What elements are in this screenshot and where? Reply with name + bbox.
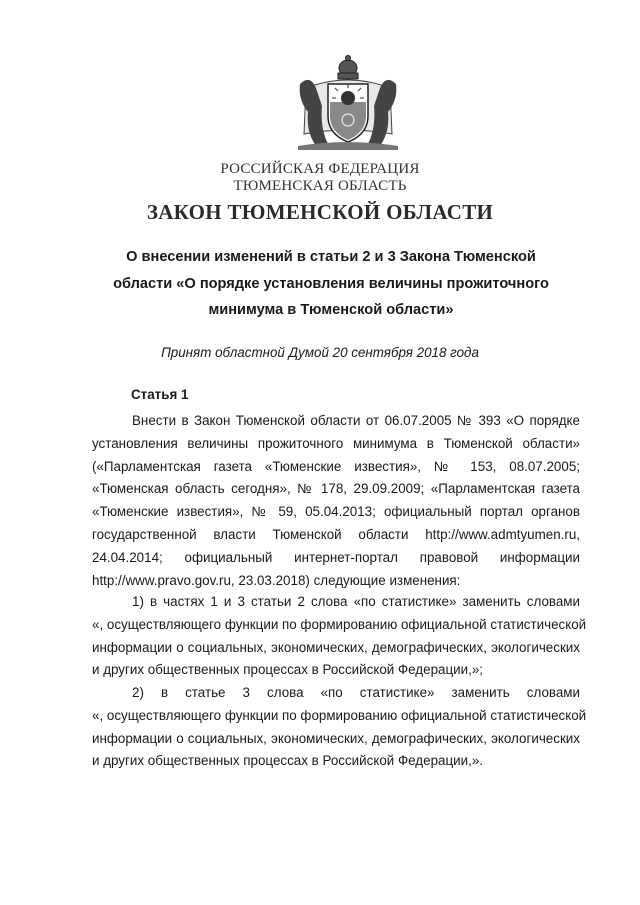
paragraph-line: 24.04.2014; официальный интернет-портал правовой информации bbox=[92, 549, 580, 565]
adoption-note: Принят областной Думой 20 сентября 2018 года bbox=[161, 345, 479, 360]
paragraph-line: 1) в частях 1 и 3 статьи 2 слова «по статистике» заменить словами bbox=[132, 594, 580, 609]
subject-line: минимума в Тюменской области» bbox=[208, 302, 454, 318]
paragraph-line: и других общественных процессах в Российской Федерации,»; bbox=[92, 662, 483, 678]
law-title: ЗАКОН ТЮМЕНСКОЙ ОБЛАСТИ bbox=[146, 200, 494, 224]
paragraph-line: («Парламентская газета «Тюменские известия», № 153, 08.07.2005; bbox=[92, 458, 580, 474]
crown-icon bbox=[338, 56, 358, 80]
article-intro-paragraph bbox=[92, 410, 580, 592]
paragraph-line: информации о социальных, экономических, демографических, экологических bbox=[92, 639, 580, 655]
paragraph-line: информации о социальных, экономических, демографических, экологических bbox=[92, 730, 580, 746]
paragraph-line: «, осуществляющего функции по формированию официальной статистической bbox=[92, 616, 587, 632]
paragraph-line: 2) в статье 3 слова «по статистике» заменить словами bbox=[132, 685, 580, 700]
subject-line: области «О порядке установления величины прожиточного bbox=[113, 275, 549, 292]
paragraph-line: «Тюменские известия», № 59, 05.04.2013; официальный портал органов bbox=[92, 504, 580, 520]
article-heading: Статья 1 bbox=[131, 387, 189, 402]
amendment-item-2 bbox=[92, 682, 587, 773]
paragraph-line: «Тюменская область сегодня», № 178, 29.09.2009; «Парламентская газета bbox=[92, 481, 580, 497]
paragraph-line: Внести в Закон Тюменской области от 06.07.2005 № 393 «О порядке bbox=[132, 413, 580, 428]
paragraph-line: установления величины прожиточного минимума в Тюменской области» bbox=[92, 435, 580, 451]
paragraph-line: и других общественных процессах в Российской Федерации,». bbox=[92, 753, 483, 769]
amendment-item-1 bbox=[92, 591, 587, 682]
coat-of-arms-emblem bbox=[292, 54, 404, 152]
paragraph-line: «, осуществляющего функции по формированию официальной статистической bbox=[92, 707, 587, 723]
region-heading: ТЮМЕНСКАЯ ОБЛАСТЬ bbox=[233, 178, 407, 194]
federation-heading: РОССИЙСКАЯ ФЕДЕРАЦИЯ bbox=[220, 161, 420, 177]
subject-line: О внесении изменений в статьи 2 и 3 Закона Тюменской bbox=[126, 249, 536, 265]
paragraph-line: http://www.pravo.gov.ru, 23.03.2018) следующие изменения: bbox=[92, 572, 461, 588]
law-subject bbox=[88, 244, 574, 324]
paragraph-line: государственной власти Тюменской области http://www.admtyumen.ru, bbox=[92, 526, 580, 542]
